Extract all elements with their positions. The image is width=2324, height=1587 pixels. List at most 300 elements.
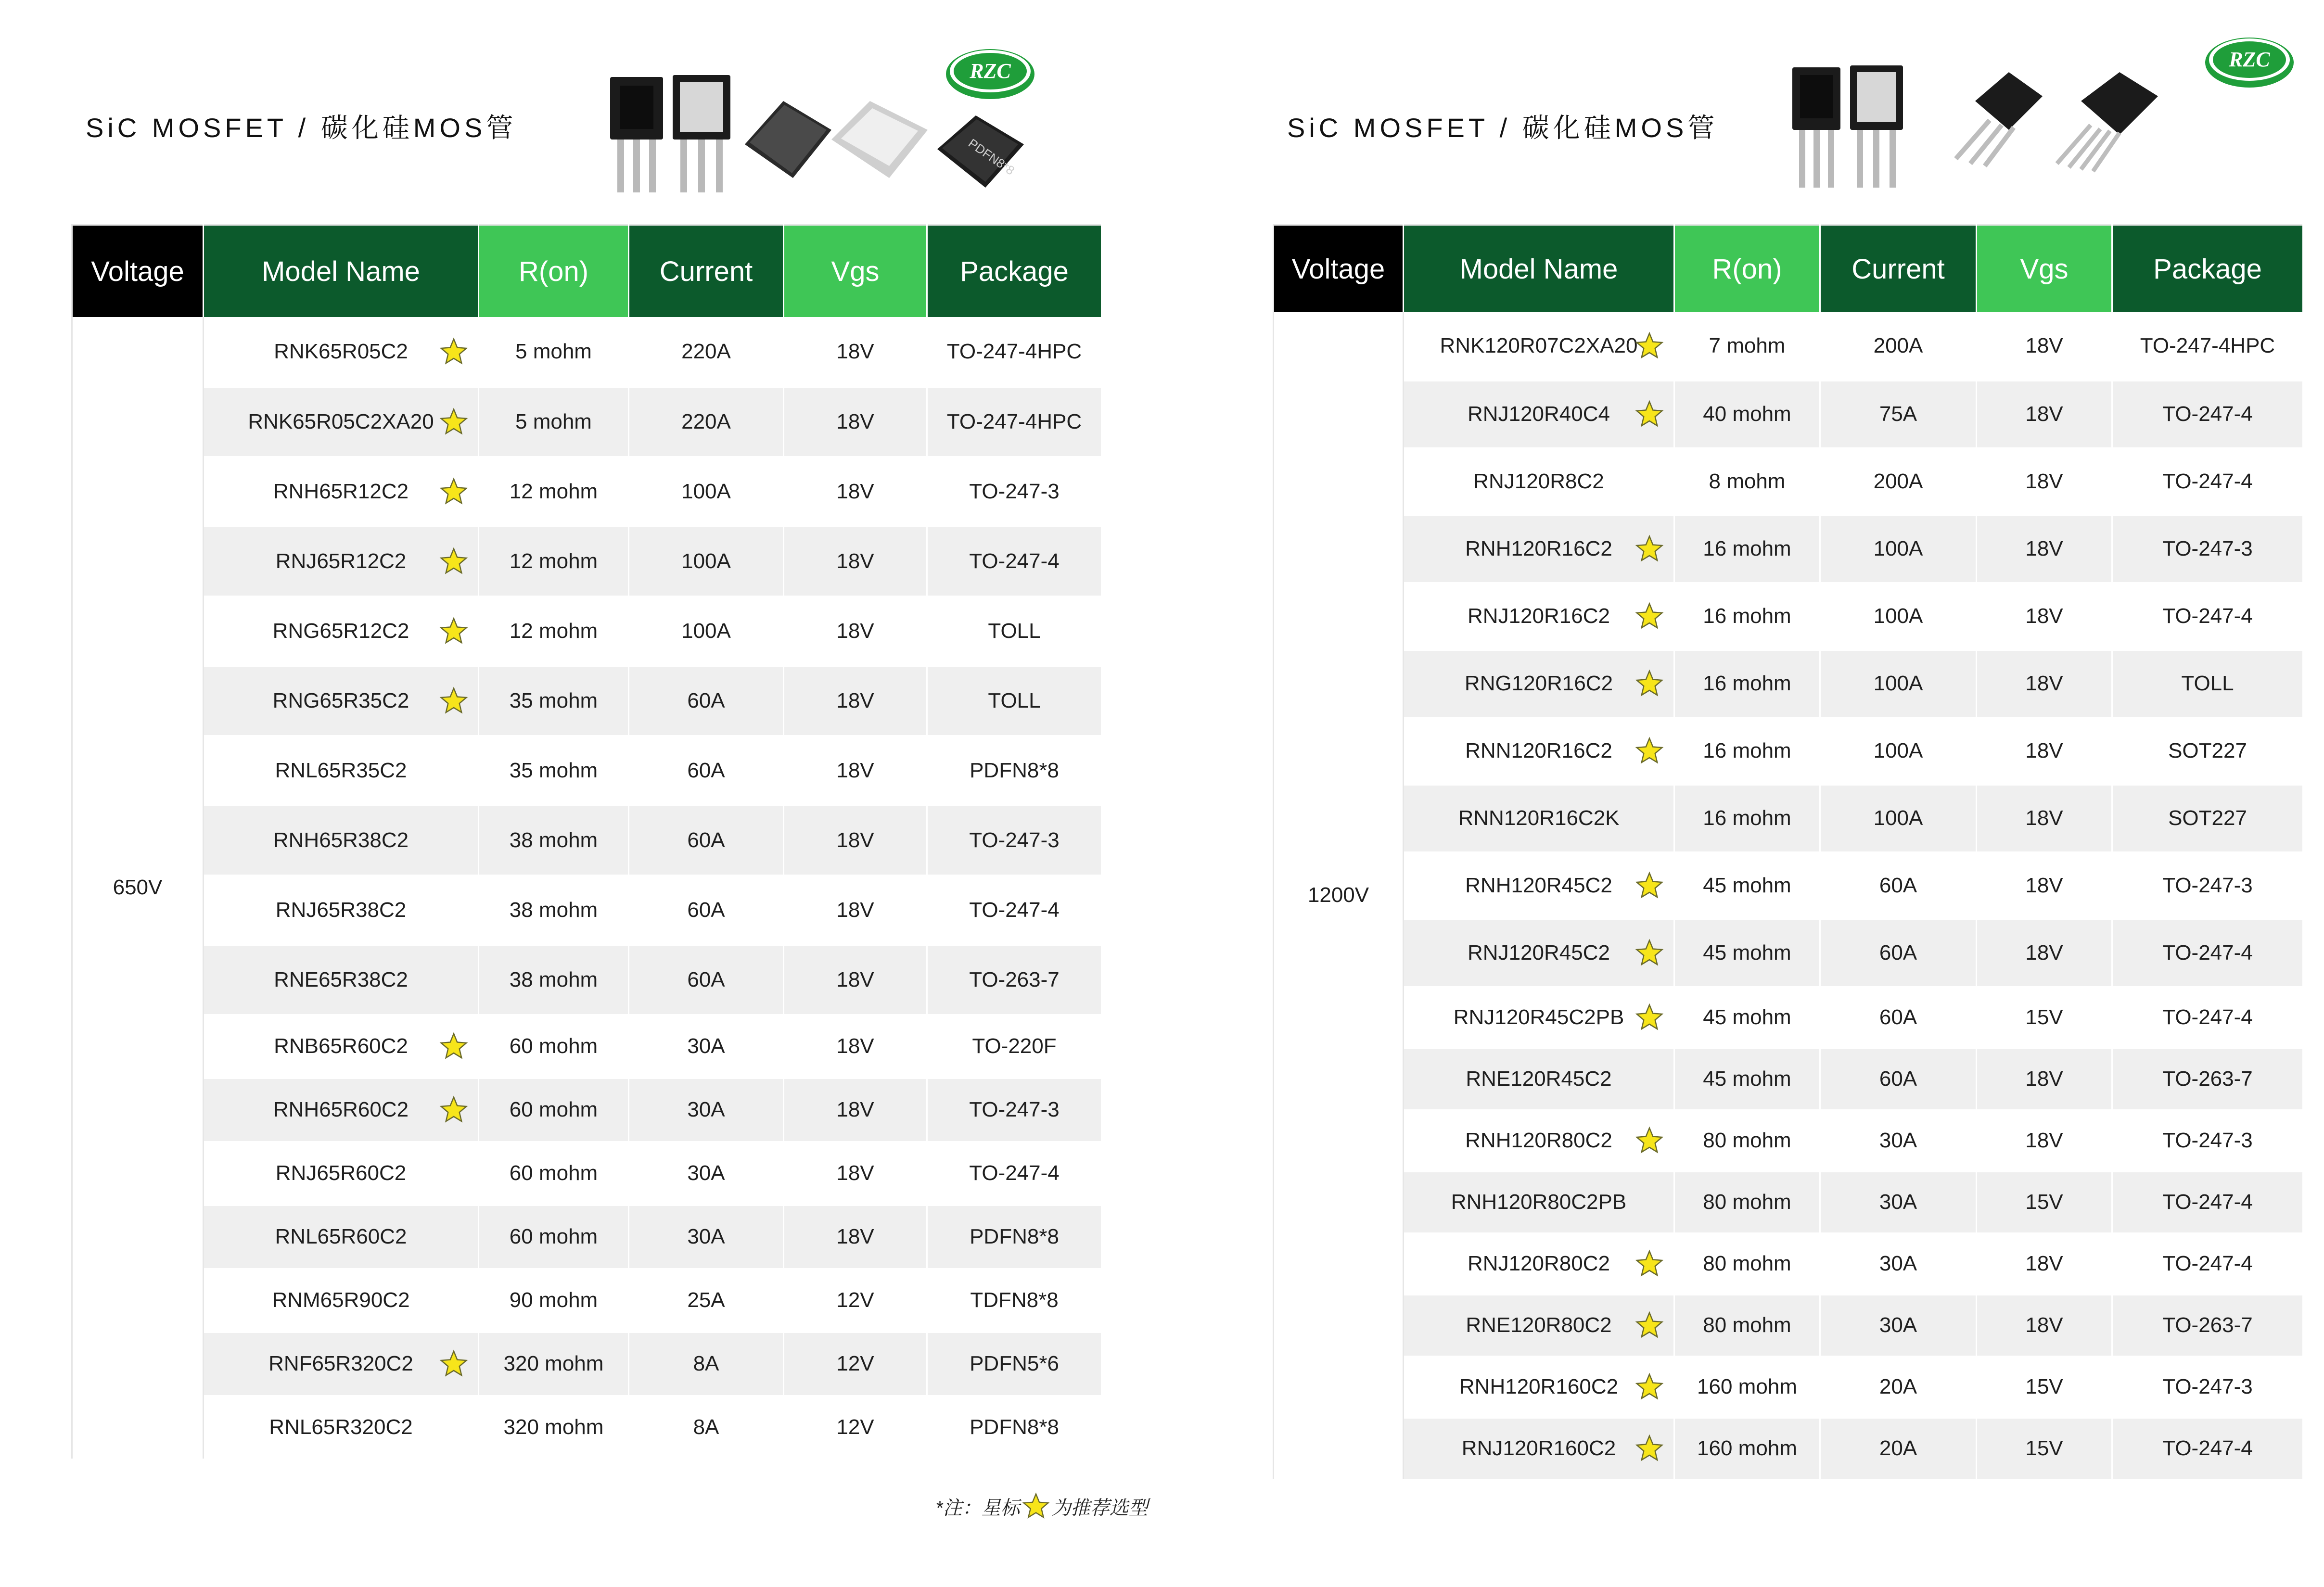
- current-cell: 100A: [1820, 515, 1977, 583]
- vgs-cell: 18V: [1977, 1295, 2112, 1356]
- model-name: RNJ120R160C2: [1461, 1436, 1616, 1460]
- package-cell: SOT227: [2112, 717, 2303, 785]
- header-package: Package: [927, 225, 1102, 317]
- table-row: [1274, 381, 2303, 448]
- model-name: RNK120R07C2XA20: [1440, 334, 1638, 358]
- ron-cell: 45 mohm: [1674, 1048, 1820, 1110]
- sic-mosfet-650v-table: [71, 224, 1102, 1460]
- current-cell: 100A: [629, 457, 784, 526]
- ron-cell: 60 mohm: [479, 1015, 629, 1078]
- package-cell: TO-247-3: [927, 805, 1102, 875]
- product-images: [1783, 58, 2240, 197]
- package-cell: TO-220F: [927, 1015, 1102, 1078]
- vgs-cell: 18V: [784, 596, 927, 666]
- star-icon: [439, 1095, 468, 1124]
- table-row: [72, 1396, 1102, 1459]
- to247-3-angled-package-image: [1956, 72, 2043, 166]
- vgs-cell: 18V: [1977, 717, 2112, 785]
- package-cell: TO-247-3: [927, 1078, 1102, 1142]
- model-name-cell: [204, 1015, 479, 1078]
- vgs-cell: 18V: [784, 1142, 927, 1205]
- table-header-row: [72, 225, 1102, 317]
- model-name-cell: [1404, 785, 1674, 852]
- to247-package-image: [610, 77, 663, 192]
- model-name: RNE120R45C2: [1466, 1067, 1612, 1091]
- vgs-cell: 18V: [784, 805, 927, 875]
- toll-leads-package-image: [831, 101, 928, 178]
- model-name: RNG65R35C2: [272, 688, 409, 712]
- header-package: Package: [2112, 225, 2303, 313]
- ron-cell: 12 mohm: [479, 457, 629, 526]
- vgs-cell: 12V: [784, 1269, 927, 1332]
- table-row: [72, 945, 1102, 1015]
- svg-text:PDFN8*8: PDFN8*8: [966, 136, 1018, 178]
- package-cell: TO-247-4: [2112, 1233, 2303, 1295]
- table-row: [72, 1205, 1102, 1269]
- table-row: [72, 596, 1102, 666]
- rzc-logo: [942, 44, 1038, 107]
- current-cell: 100A: [1820, 650, 1977, 717]
- vgs-cell: 18V: [1977, 1233, 2112, 1295]
- package-cell: TO-247-3: [927, 457, 1102, 526]
- ron-cell: 16 mohm: [1674, 785, 1820, 852]
- ron-cell: 90 mohm: [479, 1269, 629, 1332]
- package-cell: TOLL: [927, 596, 1102, 666]
- model-name: RNH120R160C2: [1459, 1375, 1619, 1398]
- package-cell: TO-247-4: [2112, 1171, 2303, 1233]
- model-name-cell: [1404, 1418, 1674, 1479]
- star-icon: [1635, 939, 1664, 967]
- header-current: Current: [629, 225, 784, 317]
- current-cell: 8A: [629, 1396, 784, 1459]
- current-cell: 30A: [1820, 1233, 1977, 1295]
- package-cell: TO-247-4: [2112, 448, 2303, 515]
- model-name: RNJ120R45C2PB: [1453, 1005, 1624, 1029]
- model-name-cell: [204, 1332, 479, 1396]
- ron-cell: 8 mohm: [1674, 448, 1820, 515]
- current-cell: 100A: [1820, 583, 1977, 650]
- header-model-name: Model Name: [204, 225, 479, 317]
- vgs-cell: 15V: [1977, 987, 2112, 1048]
- star-icon: [439, 547, 468, 576]
- model-name: RNH65R60C2: [273, 1098, 409, 1121]
- current-cell: 30A: [629, 1142, 784, 1205]
- model-name-cell: [204, 1205, 479, 1269]
- ron-cell: 5 mohm: [479, 387, 629, 457]
- vgs-cell: 18V: [784, 317, 927, 387]
- package-cell: TO-263-7: [927, 945, 1102, 1015]
- vgs-cell: 12V: [784, 1332, 927, 1396]
- current-cell: 100A: [629, 526, 784, 596]
- model-name-cell: [1404, 919, 1674, 987]
- vgs-cell: 12V: [784, 1396, 927, 1459]
- ron-cell: 35 mohm: [479, 666, 629, 736]
- vgs-cell: 18V: [784, 526, 927, 596]
- package-cell: TO-247-4: [2112, 919, 2303, 987]
- package-cell: TDFN8*8: [927, 1269, 1102, 1332]
- model-name: RNN120R16C2: [1465, 739, 1612, 762]
- vgs-cell: 18V: [784, 1015, 927, 1078]
- current-cell: 75A: [1820, 381, 1977, 448]
- package-cell: TO-247-4: [2112, 381, 2303, 448]
- model-name-cell: [1404, 852, 1674, 919]
- vgs-cell: 18V: [1977, 650, 2112, 717]
- ron-cell: 80 mohm: [1674, 1171, 1820, 1233]
- model-name: RNE65R38C2: [274, 967, 408, 991]
- header-current: Current: [1820, 225, 1977, 313]
- model-name: RNL65R60C2: [275, 1225, 407, 1248]
- model-name: RNE120R80C2: [1466, 1313, 1612, 1337]
- current-cell: 60A: [629, 805, 784, 875]
- to247-4-angled-package-image: [2057, 72, 2158, 171]
- ron-cell: 40 mohm: [1674, 381, 1820, 448]
- current-cell: 30A: [1820, 1110, 1977, 1171]
- package-cell: PDFN8*8: [927, 1205, 1102, 1269]
- vgs-cell: 18V: [784, 1205, 927, 1269]
- table-body: [72, 317, 1102, 1459]
- model-name: RNK65R05C2: [274, 339, 408, 363]
- model-name-cell: [204, 805, 479, 875]
- current-cell: 30A: [1820, 1295, 1977, 1356]
- model-name-cell: [1404, 717, 1674, 785]
- table-row: [72, 1015, 1102, 1078]
- ron-cell: 60 mohm: [479, 1205, 629, 1269]
- model-name: RNJ65R38C2: [275, 898, 407, 922]
- model-name: RNL65R35C2: [275, 758, 407, 782]
- star-icon: [439, 407, 468, 436]
- note-prefix: *注：星标: [935, 1497, 1020, 1519]
- vgs-cell: 18V: [1977, 583, 2112, 650]
- current-cell: 30A: [629, 1205, 784, 1269]
- package-cell: TO-247-4: [2112, 1418, 2303, 1479]
- ron-cell: 7 mohm: [1674, 312, 1820, 381]
- ron-cell: 45 mohm: [1674, 852, 1820, 919]
- table-row: [1274, 717, 2303, 785]
- table-row: [1274, 1356, 2303, 1418]
- model-name-cell: [1404, 1295, 1674, 1356]
- model-name-cell: [204, 317, 479, 387]
- header-vgs: Vgs: [1977, 225, 2112, 313]
- current-cell: 200A: [1820, 312, 1977, 381]
- page-title: SiC MOSFET / 碳化硅MOS管: [1287, 113, 1719, 143]
- table-row: [72, 1078, 1102, 1142]
- vgs-cell: 18V: [784, 457, 927, 526]
- table-row: [72, 1332, 1102, 1396]
- header-voltage: Voltage: [1274, 225, 1404, 313]
- model-name: RNN120R16C2K: [1458, 806, 1620, 830]
- vgs-cell: 18V: [1977, 312, 2112, 381]
- ron-cell: 12 mohm: [479, 596, 629, 666]
- header-model-name: Model Name: [1404, 225, 1674, 313]
- vgs-cell: 18V: [784, 387, 927, 457]
- package-cell: TO-247-4HPC: [2112, 312, 2303, 381]
- package-cell: TO-263-7: [2112, 1048, 2303, 1110]
- model-name: RNH65R38C2: [273, 828, 409, 852]
- package-cell: TO-247-3: [2112, 852, 2303, 919]
- vgs-cell: 18V: [1977, 515, 2112, 583]
- ron-cell: 80 mohm: [1674, 1110, 1820, 1171]
- model-name: RNH120R16C2: [1465, 537, 1612, 560]
- star-icon: [1635, 1434, 1664, 1463]
- vgs-cell: 15V: [1977, 1171, 2112, 1233]
- ron-cell: 38 mohm: [479, 875, 629, 945]
- package-cell: TO-247-4HPC: [927, 387, 1102, 457]
- current-cell: 30A: [1820, 1171, 1977, 1233]
- table-row: [72, 666, 1102, 736]
- package-cell: TO-247-3: [2112, 1356, 2303, 1418]
- recommendation-note: [935, 1492, 1148, 1520]
- star-icon: [1635, 669, 1664, 698]
- model-name-cell: [1404, 650, 1674, 717]
- current-cell: 100A: [1820, 717, 1977, 785]
- vgs-cell: 18V: [1977, 1110, 2112, 1171]
- star-icon: [439, 686, 468, 715]
- vgs-cell: 18V: [1977, 381, 2112, 448]
- vgs-cell: 18V: [784, 736, 927, 805]
- package-cell: TO-247-3: [2112, 1110, 2303, 1171]
- ron-cell: 80 mohm: [1674, 1233, 1820, 1295]
- model-name-cell: [204, 1269, 479, 1332]
- to247-back-package-image: [1850, 65, 1903, 188]
- model-name-cell: [1404, 1171, 1674, 1233]
- star-icon: [1022, 1492, 1050, 1520]
- current-cell: 60A: [629, 945, 784, 1015]
- model-name-cell: [1404, 1233, 1674, 1295]
- vgs-cell: 18V: [1977, 1048, 2112, 1110]
- model-name: RNH120R45C2: [1465, 874, 1612, 897]
- current-cell: 220A: [629, 387, 784, 457]
- current-cell: 100A: [1820, 785, 1977, 852]
- current-cell: 60A: [629, 875, 784, 945]
- table-row: [1274, 987, 2303, 1048]
- ron-cell: 160 mohm: [1674, 1356, 1820, 1418]
- star-icon: [1635, 871, 1664, 900]
- header-voltage: Voltage: [72, 225, 204, 317]
- current-cell: 200A: [1820, 448, 1977, 515]
- ron-cell: 80 mohm: [1674, 1295, 1820, 1356]
- model-name-cell: [204, 736, 479, 805]
- table-body: [1274, 312, 2303, 1479]
- header-vgs: Vgs: [784, 225, 927, 317]
- current-cell: 60A: [629, 736, 784, 805]
- package-cell: PDFN8*8: [927, 736, 1102, 805]
- package-cell: TO-247-4: [927, 875, 1102, 945]
- page-title: SiC MOSFET / 碳化硅MOS管: [86, 113, 517, 143]
- model-name-cell: [204, 945, 479, 1015]
- svg-text:RZC: RZC: [970, 59, 1011, 83]
- model-name: RNJ120R40C4: [1468, 402, 1610, 426]
- rzc-logo: [2201, 33, 2298, 95]
- vgs-cell: 15V: [1977, 1356, 2112, 1418]
- model-name-cell: [1404, 1110, 1674, 1171]
- current-cell: 30A: [629, 1015, 784, 1078]
- ron-cell: 45 mohm: [1674, 987, 1820, 1048]
- header-ron: R(on): [479, 225, 629, 317]
- model-name: RNB65R60C2: [274, 1034, 408, 1058]
- package-cell: PDFN5*6: [927, 1332, 1102, 1396]
- package-cell: TOLL: [927, 666, 1102, 736]
- model-name-cell: [1404, 381, 1674, 448]
- table-row: [1274, 1171, 2303, 1233]
- model-name-cell: [204, 457, 479, 526]
- current-cell: 60A: [1820, 987, 1977, 1048]
- model-name-cell: [204, 1396, 479, 1459]
- model-name-cell: [204, 666, 479, 736]
- model-name-cell: [204, 387, 479, 457]
- model-name-cell: [1404, 1048, 1674, 1110]
- table-row: [1274, 852, 2303, 919]
- table-row: [1274, 515, 2303, 583]
- ron-cell: 320 mohm: [479, 1396, 629, 1459]
- star-icon: [439, 1349, 468, 1378]
- vgs-cell: 18V: [1977, 919, 2112, 987]
- current-cell: 60A: [1820, 1048, 1977, 1110]
- model-name: RNG120R16C2: [1464, 672, 1613, 695]
- to247-package-image: [1792, 67, 1840, 188]
- star-icon: [439, 617, 468, 646]
- model-name: RNH120R80C2: [1465, 1129, 1612, 1152]
- vgs-cell: 18V: [784, 1078, 927, 1142]
- model-name: RNG65R12C2: [272, 619, 409, 643]
- star-icon: [1635, 1311, 1664, 1340]
- ron-cell: 60 mohm: [479, 1078, 629, 1142]
- vgs-cell: 18V: [1977, 785, 2112, 852]
- ron-cell: 5 mohm: [479, 317, 629, 387]
- table-row: [1274, 1110, 2303, 1171]
- vgs-cell: 18V: [1977, 448, 2112, 515]
- vgs-cell: 18V: [784, 945, 927, 1015]
- ron-cell: 12 mohm: [479, 526, 629, 596]
- current-cell: 60A: [629, 666, 784, 736]
- star-icon: [1635, 1249, 1664, 1278]
- model-name-cell: [1404, 515, 1674, 583]
- star-icon: [1635, 331, 1664, 360]
- model-name: RNH120R80C2PB: [1451, 1190, 1627, 1214]
- model-name: RNJ120R8C2: [1473, 470, 1604, 493]
- package-cell: TOLL: [2112, 650, 2303, 717]
- current-cell: 220A: [629, 317, 784, 387]
- model-name: RNJ65R60C2: [275, 1161, 407, 1185]
- star-icon: [1635, 1372, 1664, 1401]
- vgs-cell: 18V: [784, 666, 927, 736]
- table-row: [1274, 650, 2303, 717]
- sic-mosfet-1200v-table: [1273, 224, 2304, 1480]
- model-name-cell: [1404, 312, 1674, 381]
- package-cell: TO-247-4: [2112, 987, 2303, 1048]
- star-icon: [439, 477, 468, 506]
- star-icon: [439, 1032, 468, 1061]
- current-cell: 60A: [1820, 852, 1977, 919]
- model-name: RNJ120R16C2: [1468, 604, 1610, 628]
- current-cell: 100A: [629, 596, 784, 666]
- ron-cell: 320 mohm: [479, 1332, 629, 1396]
- model-name: RNL65R320C2: [269, 1415, 413, 1439]
- current-cell: 30A: [629, 1078, 784, 1142]
- model-name: RNJ120R45C2: [1468, 941, 1610, 965]
- current-cell: 60A: [1820, 919, 1977, 987]
- model-name-cell: [1404, 987, 1674, 1048]
- voltage-cell: 1200V: [1274, 312, 1404, 1479]
- table-row: [72, 317, 1102, 387]
- table-row: [1274, 1418, 2303, 1479]
- table-row: [1274, 785, 2303, 852]
- package-cell: TO-247-4: [927, 1142, 1102, 1205]
- vgs-cell: 15V: [1977, 1418, 2112, 1479]
- model-name: RNJ120R80C2: [1468, 1252, 1610, 1275]
- model-name-cell: [204, 596, 479, 666]
- table-row: [1274, 583, 2303, 650]
- model-name-cell: [204, 526, 479, 596]
- current-cell: 20A: [1820, 1418, 1977, 1479]
- ron-cell: 16 mohm: [1674, 583, 1820, 650]
- star-icon: [1635, 1003, 1664, 1032]
- ron-cell: 16 mohm: [1674, 515, 1820, 583]
- ron-cell: 38 mohm: [479, 805, 629, 875]
- current-cell: 20A: [1820, 1356, 1977, 1418]
- ron-cell: 160 mohm: [1674, 1418, 1820, 1479]
- package-cell: SOT227: [2112, 785, 2303, 852]
- model-name: RNJ65R12C2: [275, 549, 407, 573]
- vgs-cell: 18V: [784, 875, 927, 945]
- table-row: [72, 736, 1102, 805]
- ron-cell: 38 mohm: [479, 945, 629, 1015]
- model-name-cell: [204, 1142, 479, 1205]
- table-row: [72, 387, 1102, 457]
- ron-cell: 16 mohm: [1674, 717, 1820, 785]
- note-suffix: 为推荐选型: [1051, 1497, 1148, 1519]
- model-name-cell: [204, 875, 479, 945]
- table-row: [1274, 1048, 2303, 1110]
- model-name-cell: [204, 1078, 479, 1142]
- ron-cell: 16 mohm: [1674, 650, 1820, 717]
- table-row: [72, 526, 1102, 596]
- package-cell: TO-247-3: [2112, 515, 2303, 583]
- table-row: [72, 805, 1102, 875]
- package-cell: TO-247-4: [2112, 583, 2303, 650]
- model-name: RNH65R12C2: [273, 479, 409, 503]
- model-name-cell: [1404, 1356, 1674, 1418]
- current-cell: 25A: [629, 1269, 784, 1332]
- ron-cell: 45 mohm: [1674, 919, 1820, 987]
- table-header-row: [1274, 225, 2303, 313]
- pdfn-package-image: [937, 115, 1024, 188]
- star-icon: [1635, 736, 1664, 765]
- star-icon: [1635, 602, 1664, 631]
- model-name-cell: [1404, 583, 1674, 650]
- model-name: RNK65R05C2XA20: [248, 409, 434, 433]
- table-row: [72, 1142, 1102, 1205]
- voltage-cell: 650V: [72, 317, 204, 1459]
- package-cell: TO-263-7: [2112, 1295, 2303, 1356]
- model-name: RNF65R320C2: [268, 1352, 413, 1375]
- svg-text:RZC: RZC: [2229, 48, 2270, 71]
- current-cell: 8A: [629, 1332, 784, 1396]
- table-row: [1274, 448, 2303, 515]
- header-ron: R(on): [1674, 225, 1820, 313]
- table-row: [1274, 312, 2303, 381]
- package-cell: TO-247-4HPC: [927, 317, 1102, 387]
- model-name: RNM65R90C2: [272, 1288, 410, 1312]
- to247-back-package-image: [673, 75, 730, 192]
- package-cell: PDFN8*8: [927, 1396, 1102, 1459]
- vgs-cell: 18V: [1977, 852, 2112, 919]
- table-row: [1274, 919, 2303, 987]
- table-row: [1274, 1233, 2303, 1295]
- ron-cell: 35 mohm: [479, 736, 629, 805]
- table-row: [72, 875, 1102, 945]
- star-icon: [1635, 534, 1664, 563]
- star-icon: [1635, 1126, 1664, 1155]
